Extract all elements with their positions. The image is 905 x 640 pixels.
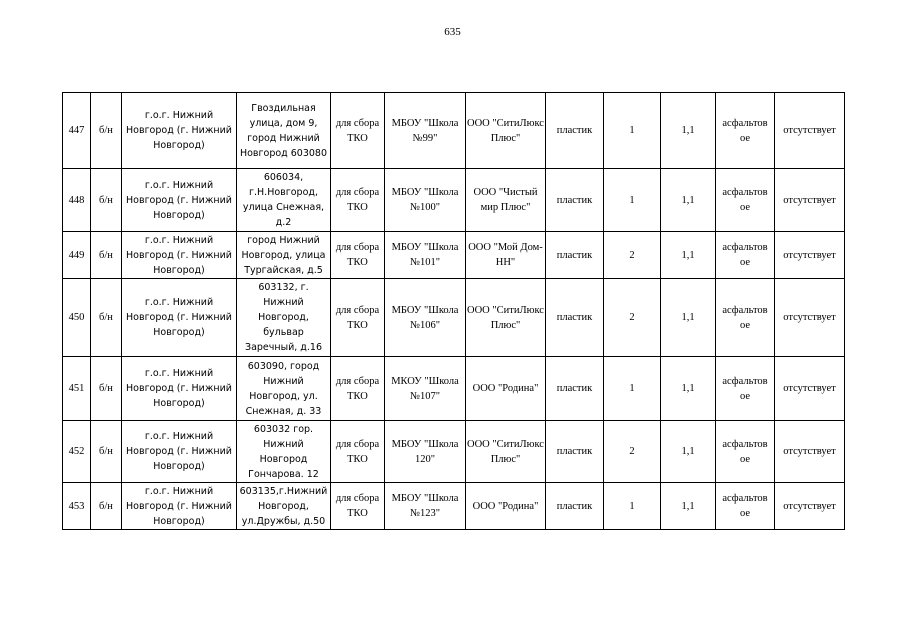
row-number: 448 bbox=[63, 169, 91, 232]
owner-cell: МБОУ "Школа №123" bbox=[385, 483, 466, 530]
material-cell: пластик bbox=[546, 169, 604, 232]
material-cell: пластик bbox=[546, 232, 604, 279]
operator-cell: ООО "Родина" bbox=[466, 483, 546, 530]
volume-cell: 1,1 bbox=[661, 421, 716, 483]
container-count-cell: 1 bbox=[604, 169, 661, 232]
volume-cell: 1,1 bbox=[661, 93, 716, 169]
operator-cell: ООО "Чистый мир Плюс" bbox=[466, 169, 546, 232]
purpose-cell: для сбора ТКО bbox=[331, 279, 385, 357]
material-cell: пластик bbox=[546, 421, 604, 483]
purpose-cell: для сбора ТКО bbox=[331, 169, 385, 232]
row-number: 449 bbox=[63, 232, 91, 279]
address-cell: 603135,г.Нижний Новгород, ул.Дружбы, д.50 bbox=[237, 483, 331, 530]
municipality-cell: г.о.г. Нижний Новгород (г. Нижний Новгород) bbox=[122, 483, 237, 530]
volume-cell: 1,1 bbox=[661, 483, 716, 530]
site-type: б/н bbox=[91, 421, 122, 483]
table-row bbox=[63, 93, 845, 169]
surface-cell: асфальтов ое bbox=[716, 93, 775, 169]
row-number: 453 bbox=[63, 483, 91, 530]
fence-cell: отсутствует bbox=[775, 232, 845, 279]
surface-cell: асфальтов ое bbox=[716, 232, 775, 279]
municipality-cell: г.о.г. Нижний Новгород (г. Нижний Новгород) bbox=[122, 232, 237, 279]
table-row bbox=[63, 483, 845, 530]
volume-cell: 1,1 bbox=[661, 169, 716, 232]
site-type: б/н bbox=[91, 483, 122, 530]
table-row bbox=[63, 232, 845, 279]
municipality-cell: г.о.г. Нижний Новгород (г. Нижний Новгород) bbox=[122, 357, 237, 421]
material-cell: пластик bbox=[546, 357, 604, 421]
purpose-cell: для сбора ТКО bbox=[331, 232, 385, 279]
row-number: 451 bbox=[63, 357, 91, 421]
operator-cell: ООО "СитиЛюкс Плюс" bbox=[466, 93, 546, 169]
address-cell: 603090, город Нижний Новгород, ул. Снежная, д. 33 bbox=[237, 357, 331, 421]
page-number: 635 bbox=[444, 26, 461, 38]
municipality-cell: г.о.г. Нижний Новгород (г. Нижний Новгород) bbox=[122, 279, 237, 357]
container-count-cell: 2 bbox=[604, 279, 661, 357]
volume-cell: 1,1 bbox=[661, 232, 716, 279]
fence-cell: отсутствует bbox=[775, 169, 845, 232]
address-cell: Гвоздильная улица, дом 9, город Нижний Новгород 603080 bbox=[237, 93, 331, 169]
municipality-cell: г.о.г. Нижний Новгород (г. Нижний Новгород) bbox=[122, 93, 237, 169]
table-row bbox=[63, 357, 845, 421]
material-cell: пластик bbox=[546, 483, 604, 530]
row-number: 450 bbox=[63, 279, 91, 357]
owner-cell: МБОУ "Школа №100" bbox=[385, 169, 466, 232]
table-row bbox=[63, 169, 845, 232]
surface-cell: асфальтов ое bbox=[716, 421, 775, 483]
container-count-cell: 2 bbox=[604, 421, 661, 483]
material-cell: пластик bbox=[546, 279, 604, 357]
purpose-cell: для сбора ТКО bbox=[331, 421, 385, 483]
municipality-cell: г.о.г. Нижний Новгород (г. Нижний Новгород) bbox=[122, 421, 237, 483]
operator-cell: ООО "СитиЛюкс Плюс" bbox=[466, 421, 546, 483]
container-count-cell: 2 bbox=[604, 232, 661, 279]
purpose-cell: для сбора ТКО bbox=[331, 483, 385, 530]
operator-cell: ООО "Мой Дом-НН" bbox=[466, 232, 546, 279]
owner-cell: МБОУ "Школа №101" bbox=[385, 232, 466, 279]
address-cell: 603032 гор. Нижний Новгород Гончарова. 12 bbox=[237, 421, 331, 483]
fence-cell: отсутствует bbox=[775, 483, 845, 530]
address-cell: 606034, г.Н.Новгород, улица Снежная, д.2 bbox=[237, 169, 331, 232]
container-count-cell: 1 bbox=[604, 483, 661, 530]
operator-cell: ООО "СитиЛюкс Плюс" bbox=[466, 279, 546, 357]
owner-cell: МКОУ "Школа №107" bbox=[385, 357, 466, 421]
row-number: 447 bbox=[63, 93, 91, 169]
address-cell: город Нижний Новгород, улица Тургайская, д.5 bbox=[237, 232, 331, 279]
purpose-cell: для сбора ТКО bbox=[331, 93, 385, 169]
owner-cell: МБОУ "Школа №106" bbox=[385, 279, 466, 357]
surface-cell: асфальтов ое bbox=[716, 169, 775, 232]
registry-table bbox=[62, 92, 845, 530]
volume-cell: 1,1 bbox=[661, 279, 716, 357]
table-row bbox=[63, 279, 845, 357]
fence-cell: отсутствует bbox=[775, 357, 845, 421]
fence-cell: отсутствует bbox=[775, 93, 845, 169]
owner-cell: МБОУ "Школа 120" bbox=[385, 421, 466, 483]
row-number: 452 bbox=[63, 421, 91, 483]
site-type: б/н bbox=[91, 357, 122, 421]
operator-cell: ООО "Родина" bbox=[466, 357, 546, 421]
material-cell: пластик bbox=[546, 93, 604, 169]
site-type: б/н bbox=[91, 279, 122, 357]
purpose-cell: для сбора ТКО bbox=[331, 357, 385, 421]
table-row bbox=[63, 421, 845, 483]
site-type: б/н bbox=[91, 169, 122, 232]
fence-cell: отсутствует bbox=[775, 279, 845, 357]
surface-cell: асфальтов ое bbox=[716, 279, 775, 357]
volume-cell: 1,1 bbox=[661, 357, 716, 421]
site-type: б/н bbox=[91, 93, 122, 169]
container-count-cell: 1 bbox=[604, 93, 661, 169]
municipality-cell: г.о.г. Нижний Новгород (г. Нижний Новгород) bbox=[122, 169, 237, 232]
address-cell: 603132, г. Нижний Новгород, бульвар Заречный, д.16 bbox=[237, 279, 331, 357]
fence-cell: отсутствует bbox=[775, 421, 845, 483]
container-count-cell: 1 bbox=[604, 357, 661, 421]
surface-cell: асфальтов ое bbox=[716, 357, 775, 421]
surface-cell: асфальтов ое bbox=[716, 483, 775, 530]
site-type: б/н bbox=[91, 232, 122, 279]
owner-cell: МБОУ "Школа №99" bbox=[385, 93, 466, 169]
